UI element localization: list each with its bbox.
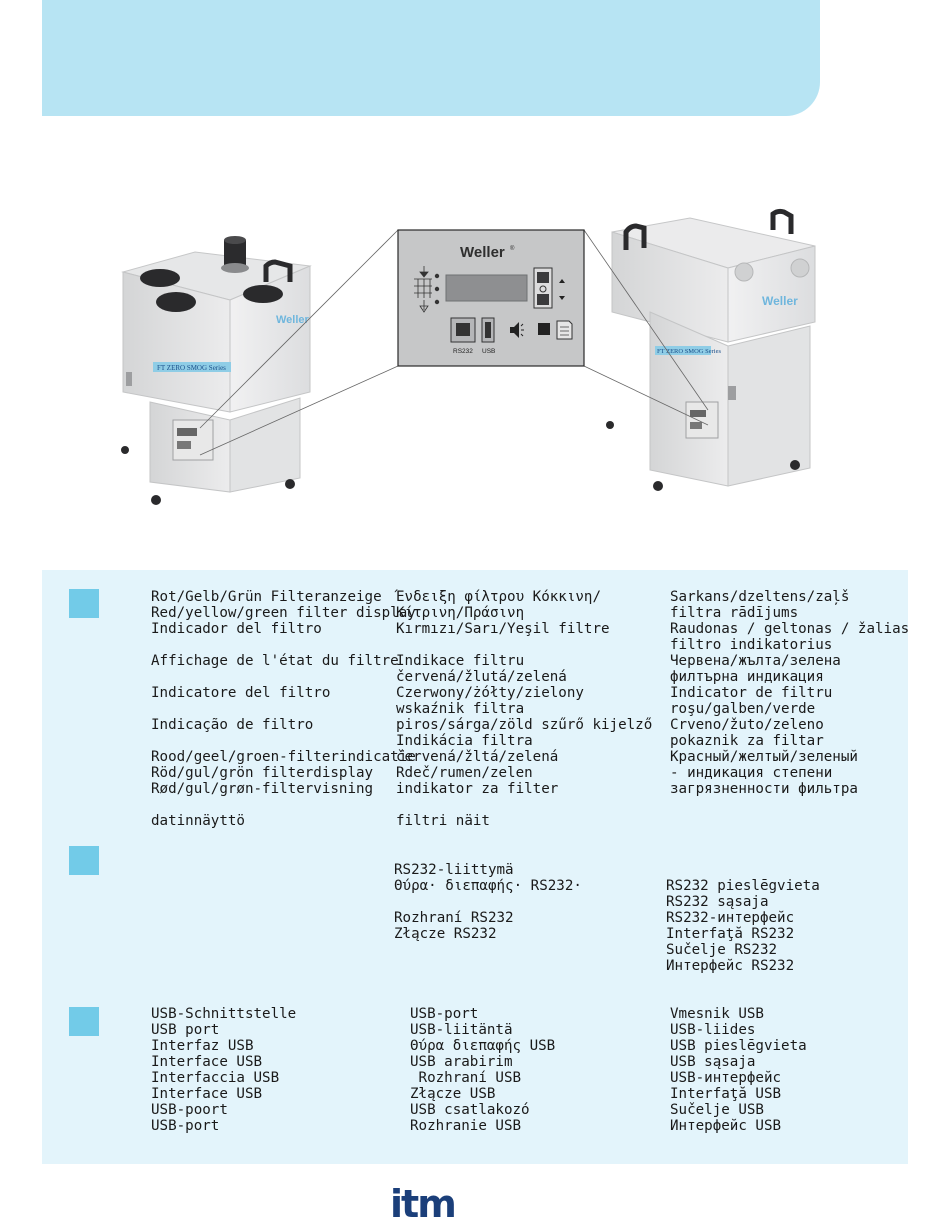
rs232-port-label: RS232 [453,348,473,355]
left-extraction-unit [121,236,310,505]
filter-display-text-col3: Sarkans/dzeltens/zaļš filtra rādījums Raudonas / geltonas / žalias filtro indikatorius Червена/жълта/зелена филтърна индикация Indicator de filtru roşu/galben/verde Crveno/žuto/zeleno pokaznik za filtar Красный/желтый/зеленый - индикация степени загрязненности фильтра [670,589,910,797]
display-screen [446,275,527,301]
document-icon [557,321,572,339]
section-marker-rs232 [69,846,99,875]
right-extraction-unit [606,211,815,491]
usb-text-col2: USB-port USB-liitäntä Θύρα διεπαφής USB USB arabirim Rozhraní USB Złącze USB USB csatlakozó Rozhranie USB [410,1006,556,1134]
filter-display-text-col2: Ένδειξη φίλτρου Κόκκινη/ Κίτρινη/Πράσινη Kırmızı/Sarı/Yeşil filtre Indikace filtru červená/žlutá/zelená Czerwony/żółty/zielony wskaźnik filtra piros/sárga/zöld szűrő kijelző Indikácia filtra červená/žltá/zelená Rdeč/rumen/zelen indikator za filter filtri näit [396,589,653,829]
left-weller-logo: Weller [276,314,309,326]
right-series-label: FT ZERO SMOG Series [657,348,721,355]
usb-text-col3: Vmesnik USB USB-liides USB pieslēgvieta USB sąsaja USB-интерфейс Interfaţă USB Sučelje USB Интерфейс USB [670,1006,807,1134]
itm-logo-text: itm [390,1188,455,1222]
indicator-led-green [435,300,439,304]
left-series-label: FT ZERO SMOG Series [157,364,226,372]
control-panel-detail [398,230,584,366]
rs232-text-col2: RS232-liittymä Θύρα· διεπαφής· RS232· Rozhraní RS232 Złącze RS232 [394,862,582,942]
usb-text-col1: USB-Schnittstelle USB port Interfaz USB Interface USB Interfaccia USB Interface USB USB-poort USB-port [151,1006,297,1134]
right-weller-logo: Weller [762,294,798,308]
usb-port-label: USB [482,348,496,355]
section-marker-filter-display [69,589,99,618]
rs232-text-col3: RS232 pieslēgvieta RS232 sąsaja RS232-интерфейс Interfaţă RS232 Sučelje RS232 Интерфейс RS232 [666,878,820,974]
registered-mark: ® [510,246,515,252]
filter-display-text-col1: Rot/Gelb/Grün Filteranzeige Red/yellow/green filter display Indicador del filtro Affichage de l'état du filtre Indicatore del filtro Indicação de filtro Rood/geel/groen-filterindicatie Röd/gul/grön filterdisplay Rød/gul/grøn-filtervisning datinnäyttö [151,589,416,829]
header-banner [42,0,820,116]
section-marker-usb [69,1007,99,1036]
status-square-icon [538,323,550,335]
product-figure [0,180,950,550]
indicator-led-red [435,274,439,278]
indicator-led-yellow [435,287,439,291]
panel-weller-logo: Weller [460,244,505,261]
itm-logo [390,1188,466,1222]
